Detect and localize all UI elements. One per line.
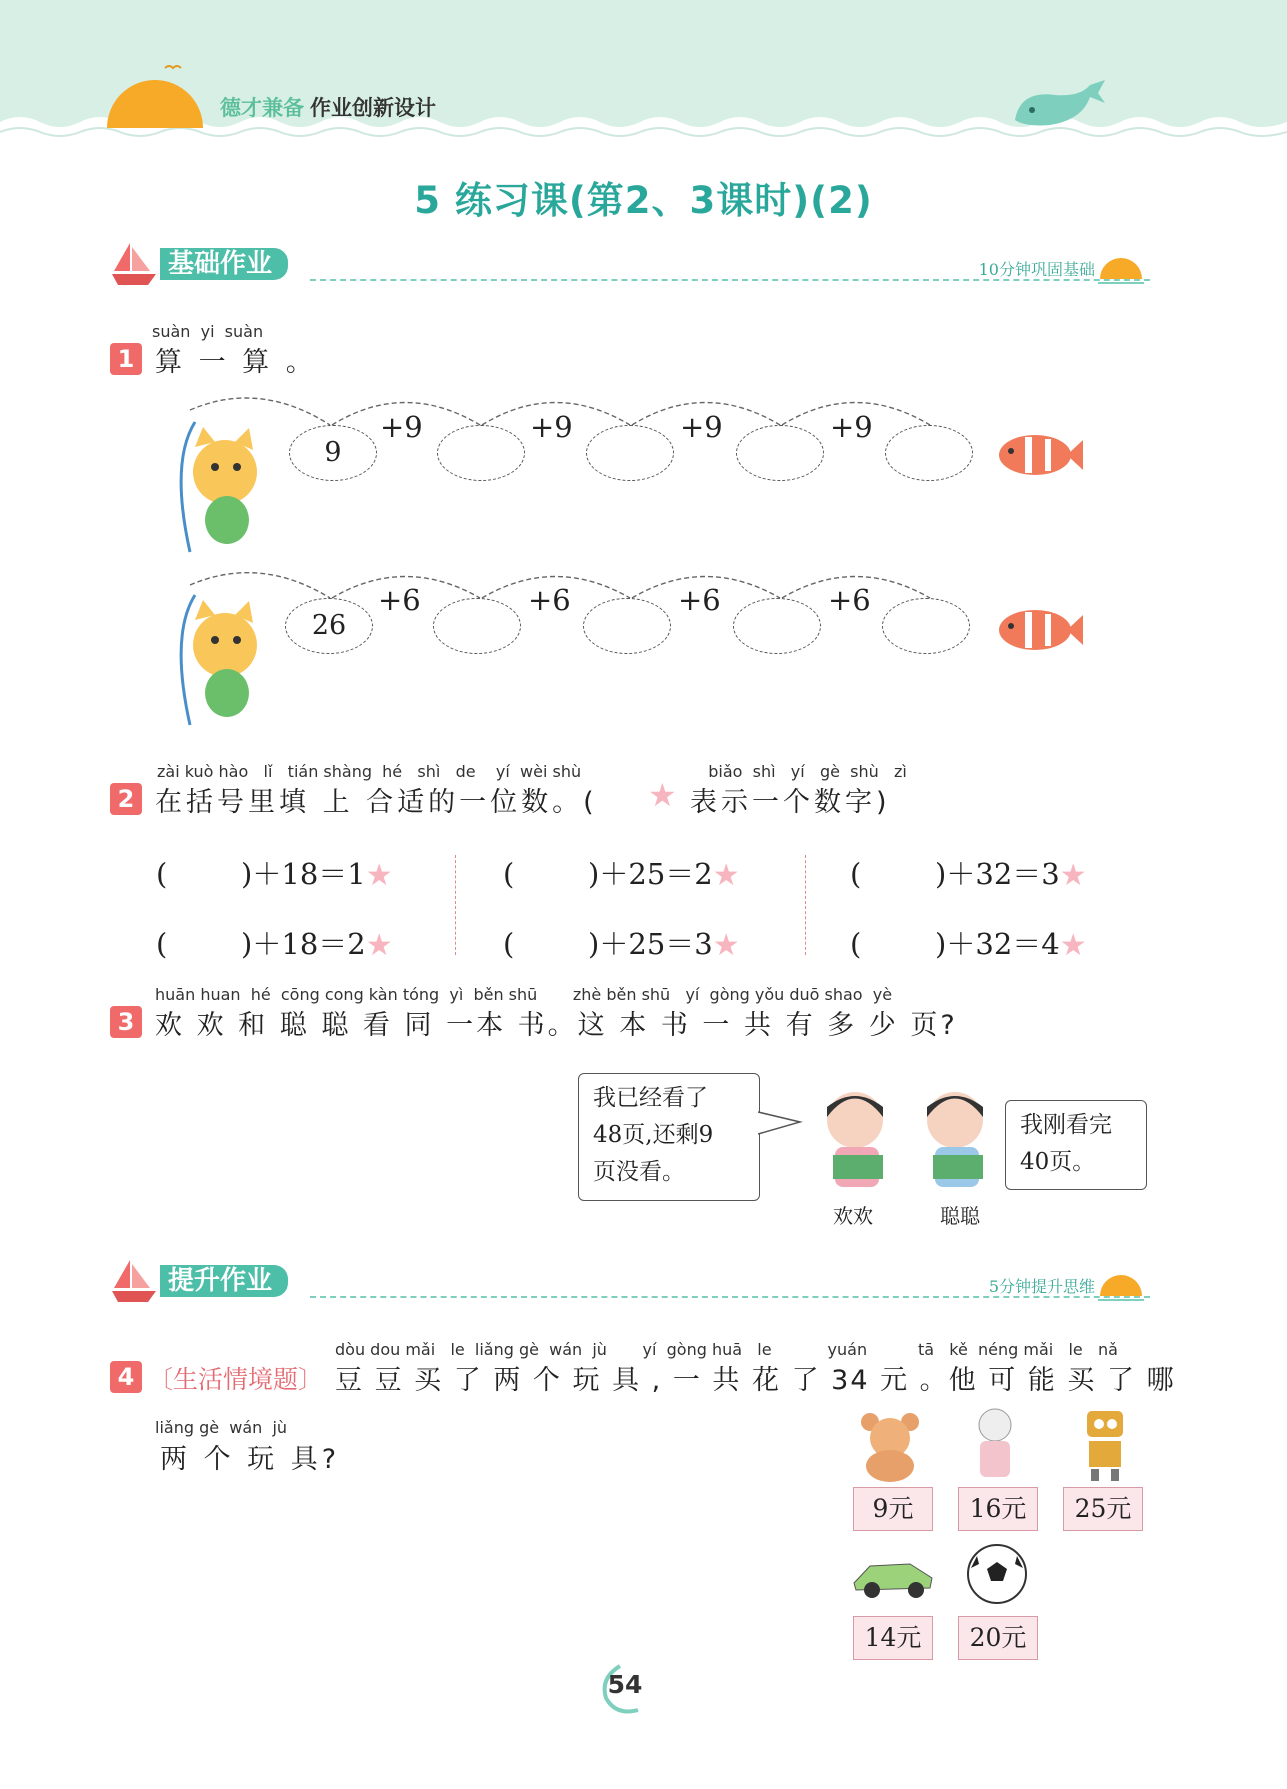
q1-text: 算 一 算 。 <box>155 347 317 378</box>
chain-2-box-start: 26 <box>285 598 373 654</box>
sailboat-icon <box>110 1258 158 1304</box>
small-sun-icon <box>1096 249 1146 289</box>
chain-1-op: +9 <box>830 410 873 444</box>
price-tag: 9元 <box>853 1487 933 1531</box>
chain-2-box[interactable] <box>733 598 821 654</box>
bubble-line: 48页,还剩9 <box>593 1122 714 1148</box>
star-icon: ★ <box>1059 928 1087 963</box>
q4-text-2: 两 个 玩 具? <box>160 1444 341 1475</box>
q2-number: 2 <box>110 783 142 815</box>
page-header <box>0 0 1287 150</box>
star-icon: ★ <box>1059 858 1087 893</box>
robot-icon <box>1075 1405 1135 1485</box>
q1-pinyin: suàn yi suàn <box>152 322 264 341</box>
chain-2-op: +6 <box>828 583 871 617</box>
q4-number: 4 <box>110 1361 142 1393</box>
equation[interactable] <box>503 922 740 963</box>
q3-number: 3 <box>110 1006 142 1038</box>
page-number: 54 <box>607 1670 643 1699</box>
chain-1-op: +9 <box>680 410 723 444</box>
equation-text: ( )＋32＝3 <box>850 857 1060 891</box>
equation[interactable] <box>850 922 1087 963</box>
section-label: 提升作业 <box>160 1265 288 1297</box>
chain-1-box[interactable] <box>586 425 674 481</box>
brand-dark: 作业创新设计 <box>310 96 436 120</box>
chain-2-op: +6 <box>378 583 421 617</box>
cat-fishing-icon <box>165 402 275 567</box>
equation[interactable] <box>850 852 1087 893</box>
star-icon: ★ <box>712 928 740 963</box>
bubble-tail <box>758 1110 803 1140</box>
q3-pinyin: huān huan hé cōng cong kàn tóng yì běn shū zhè běn shū yí gòng yǒu duō shao yè <box>155 985 893 1004</box>
equation[interactable] <box>503 852 740 893</box>
bubble-line: 我刚看完 <box>1020 1112 1112 1138</box>
teddy-bear-icon <box>850 1410 930 1482</box>
bubble-line: 我已经看了 <box>593 1085 708 1111</box>
q4-text-1: 豆 豆 买 了 两 个 玩 具 , 一 共 花 了 34 元 。他 可 能 买 了 哪 <box>335 1365 1176 1396</box>
star-icon: ★ <box>365 858 393 893</box>
clownfish-icon <box>995 425 1085 485</box>
chain-1-op: +9 <box>530 410 573 444</box>
doll-icon <box>960 1405 1030 1483</box>
price-tag: 25元 <box>1063 1487 1143 1531</box>
equation-text: ( )＋18＝2 <box>156 927 366 961</box>
soccer-ball-icon <box>965 1542 1029 1606</box>
children-reading-icon <box>805 1085 1005 1195</box>
equation-text: ( )＋32＝4 <box>850 927 1060 961</box>
sailboat-icon <box>110 241 158 287</box>
section-basic <box>110 245 1150 295</box>
equation[interactable] <box>156 922 393 963</box>
cat-fishing-icon <box>165 575 275 740</box>
chain-1-box[interactable] <box>885 425 973 481</box>
brand-green: 德才兼备 <box>220 96 304 120</box>
section-label: 基础作业 <box>160 248 288 280</box>
chain-2-box[interactable] <box>882 598 970 654</box>
star-icon: ★ <box>648 776 677 814</box>
equation-text: ( )＋18＝1 <box>156 857 366 891</box>
q1-number: 1 <box>110 343 142 375</box>
column-divider <box>805 855 806 955</box>
q3-text: 欢 欢 和 聪 聪 看 同 一本 书。这 本 书 一 共 有 多 少 页? <box>155 1010 958 1041</box>
small-sun-icon <box>1096 1266 1146 1306</box>
chain-1-box[interactable] <box>736 425 824 481</box>
section-time: 10分钟巩固基础 <box>978 260 1095 279</box>
bubble-line: 页没看。 <box>593 1159 685 1185</box>
q2-pinyin: zài kuò hào lǐ tián shàng hé shì de yí wèi shù biǎo shì yí gè shù zì <box>157 762 907 781</box>
speech-bubble-congcong <box>1005 1100 1147 1190</box>
chain-2-op: +6 <box>528 583 571 617</box>
toy-car-icon <box>850 1548 935 1603</box>
column-divider <box>455 855 456 955</box>
q4-pinyin-1: dòu dou mǎi le liǎng gè wán jù yí gòng huā le yuán tā kě néng mǎi le nǎ <box>335 1340 1118 1359</box>
section-time: 5分钟提升思维 <box>988 1277 1095 1296</box>
chain-2-box[interactable] <box>433 598 521 654</box>
clownfish-icon <box>995 600 1085 660</box>
q4-tag: 〔生活情境题〕 <box>148 1365 324 1394</box>
lesson-title: 5 练习课(第2、3课时)(2) <box>414 179 873 222</box>
speech-bubble-huanhuan <box>578 1073 760 1201</box>
chain-1-op: +9 <box>380 410 423 444</box>
brand-title <box>220 92 436 122</box>
bubble-line: 40页。 <box>1020 1149 1096 1175</box>
whale-icon <box>1010 75 1110 135</box>
equation[interactable] <box>156 852 393 893</box>
price-tag: 14元 <box>853 1616 933 1660</box>
q4-pinyin-2: liǎng gè wán jù <box>155 1418 288 1437</box>
equation-text: ( )＋25＝3 <box>503 927 713 961</box>
q2-text-b: 表示一个数字) <box>690 787 891 818</box>
chain-1-box[interactable] <box>437 425 525 481</box>
equation-text: ( )＋25＝2 <box>503 857 713 891</box>
name-huanhuan: 欢欢 <box>833 1204 873 1228</box>
name-congcong: 聪聪 <box>940 1204 980 1228</box>
chain-2-op: +6 <box>678 583 721 617</box>
chain-2-box[interactable] <box>583 598 671 654</box>
price-tag: 16元 <box>958 1487 1038 1531</box>
q2-text-a: 在括号里填 上 合适的一位数。( <box>155 787 598 818</box>
chain-1-box-start: 9 <box>289 425 377 481</box>
star-icon: ★ <box>712 858 740 893</box>
sun-icon <box>105 60 205 130</box>
star-icon: ★ <box>365 928 393 963</box>
price-tag: 20元 <box>958 1616 1038 1660</box>
section-advanced <box>110 1262 1150 1312</box>
